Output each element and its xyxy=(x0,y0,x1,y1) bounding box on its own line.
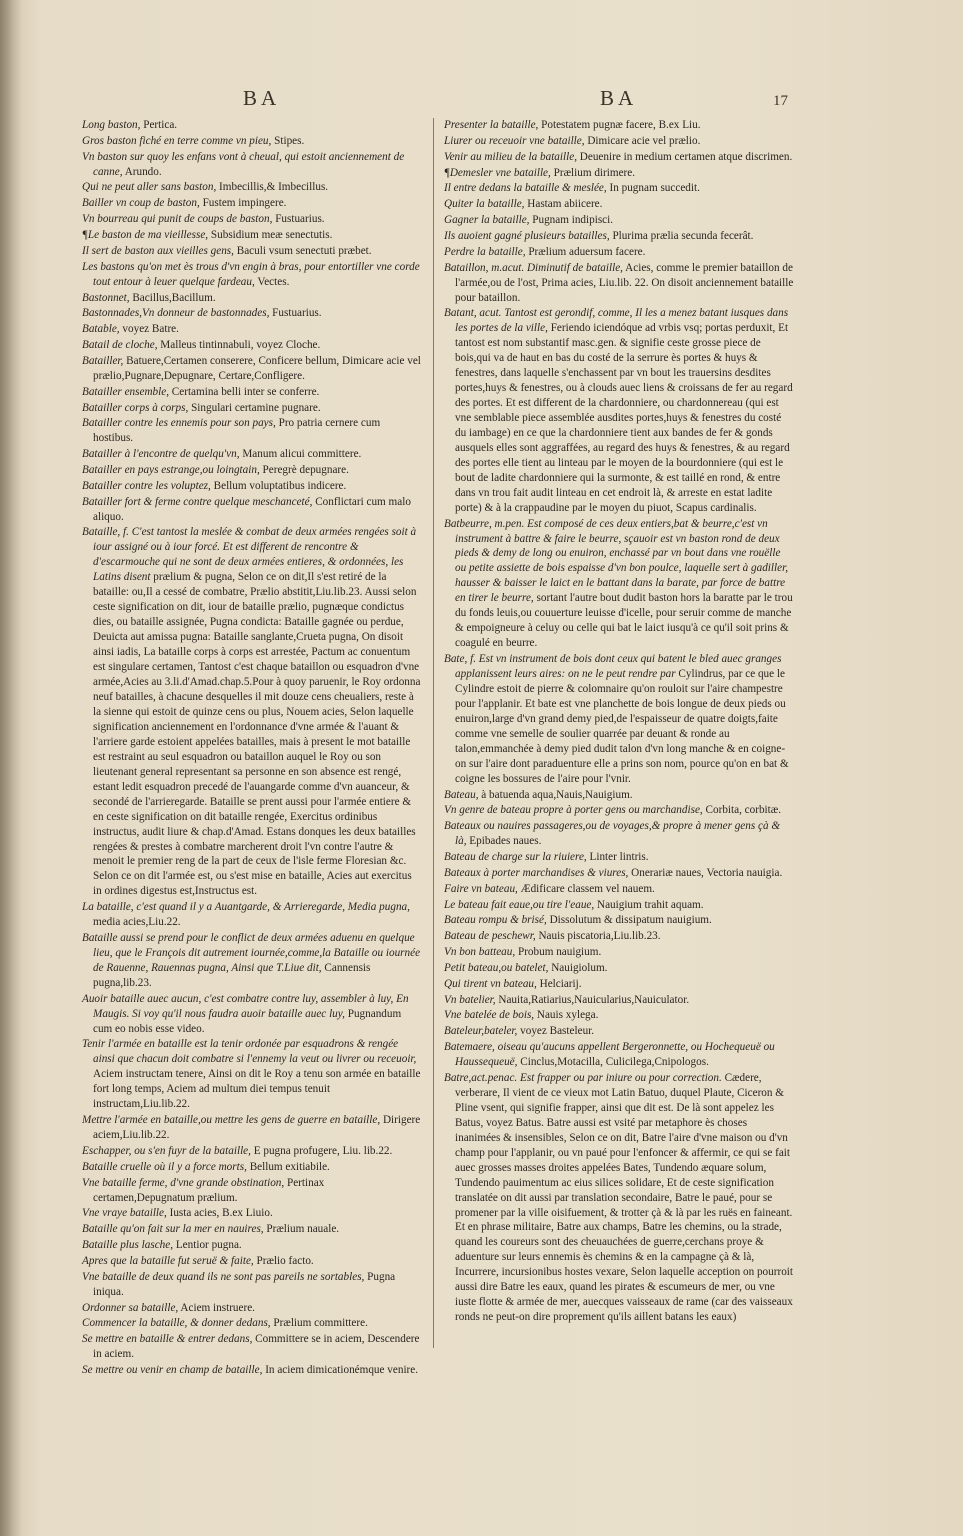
dictionary-entry xyxy=(444,961,794,976)
dictionary-entry xyxy=(444,1071,794,1325)
dictionary-entry xyxy=(82,1270,422,1300)
entry-latin: Dissolutum & dissipatum nauigium. xyxy=(546,914,712,927)
entry-latin: Helciarij. xyxy=(536,977,582,990)
entry-latin: media acies,Liu.22. xyxy=(93,916,181,929)
entry-latin: Pro patria cernere cum hostibus. xyxy=(93,417,381,445)
dictionary-entry xyxy=(82,354,422,384)
entry-latin: Prælio facto. xyxy=(253,1254,314,1267)
entry-latin: Corbita, corbitæ. xyxy=(702,804,782,817)
entry-french: Batailler contre les ennemis pour son pays, xyxy=(82,417,276,430)
entry-french: Il entre dedans la bataille & meslée, xyxy=(444,182,607,195)
dictionary-entry xyxy=(444,652,794,787)
entry-french: Bataille aussi se prend pour le conflict de deux armées aduenu en quelque lieu, que le François dit autrement iournée,comme,la Bataille ou iournée de Rauenne, Rauennas pugna, Ainsi que T.Liue dit, xyxy=(82,932,421,974)
entry-french: Batailler fort & ferme contre quelque meschanceté, xyxy=(82,495,313,508)
entry-latin: Acies, comme le premier bataillon de l'armée,ou de l'ost, Prima acies, Liu.lib. 22. On disoit anciennement bataille pour bataillon. xyxy=(455,261,794,304)
dictionary-entry xyxy=(444,788,794,803)
entry-french: Batailler corps à corps, xyxy=(82,401,189,414)
entry-latin: Lentior pugna. xyxy=(173,1239,242,1252)
entry-latin: Prælium dirimere. xyxy=(550,166,636,179)
entry-latin: Prælium nauale. xyxy=(263,1223,340,1236)
dictionary-entry xyxy=(444,306,794,515)
entry-latin: Cinclus,Motacilla, Culicilega,Cnipologos. xyxy=(517,1056,709,1069)
entry-latin: Nauigium trahit aquam. xyxy=(594,898,704,911)
dictionary-entry xyxy=(444,118,794,133)
entry-french: Bateau rompu & brisé, xyxy=(444,914,547,927)
dictionary-entry xyxy=(444,850,794,865)
entry-latin: Pertica. xyxy=(140,119,178,131)
dictionary-entry xyxy=(82,1222,422,1237)
entry-french: Bastonnet, xyxy=(82,291,130,304)
dictionary-entry xyxy=(82,447,422,462)
entry-french: Petit bateau,ou batelet, xyxy=(444,961,549,974)
entry-french: Batailler à l'encontre de quelqu'vn, xyxy=(82,448,240,461)
dictionary-entry xyxy=(82,525,422,899)
entry-latin: Malleus tintinnabuli, voyez Cloche. xyxy=(157,339,321,352)
entry-french: Presenter la bataille, xyxy=(444,119,539,131)
entry-french: Ils auoient gagné plusieurs batailles, xyxy=(444,229,610,242)
entry-french: ¶Le baston de ma vieillesse, xyxy=(82,229,209,242)
entry-french: Vn baston sur quoy les enfans vont à cheual, qui estoit anciennement de canne, xyxy=(82,150,405,178)
dictionary-entry xyxy=(444,197,794,212)
entry-latin: Singulari certamine pugnare. xyxy=(188,401,321,414)
entry-french: Bataille cruelle où il y a force morts, xyxy=(82,1160,247,1173)
entry-french: Liurer ou receuoir vne bataille, xyxy=(444,134,585,147)
dictionary-entry xyxy=(82,196,422,211)
dictionary-entry xyxy=(444,166,794,181)
entry-latin: Ædificare classem vel nauem. xyxy=(517,882,655,895)
dictionary-entry xyxy=(82,322,422,337)
dictionary-entry xyxy=(82,1316,422,1331)
dictionary-entry xyxy=(444,803,794,818)
entry-french: Faire vn bateau, xyxy=(444,882,518,895)
entry-latin: Bellum voluptatibus indicere. xyxy=(210,479,347,492)
dictionary-entry xyxy=(82,1144,422,1159)
entry-french: Batailler ensemble, xyxy=(82,385,169,398)
dictionary-entry xyxy=(444,1040,794,1070)
dictionary-entry xyxy=(82,900,422,930)
entry-french: Qui tirent vn bateau, xyxy=(444,977,537,990)
dictionary-entry xyxy=(82,416,422,446)
right-column xyxy=(444,118,794,1338)
entry-french: Les bastons qu'on met ès trous d'vn engin à bras, pour entortiller vne corde tout entour à leuer quelque fardeau, xyxy=(82,260,420,288)
entry-french: Bateleur,bateler, xyxy=(444,1025,518,1038)
entry-latin: Dirigere aciem,Liu.lib.22. xyxy=(93,1114,421,1142)
entry-latin: Prælium committere. xyxy=(270,1317,368,1330)
entry-latin: Fustuarius. xyxy=(269,307,322,320)
entry-french: Qui ne peut aller sans baston, xyxy=(82,181,217,194)
entry-latin: Bacillus,Bacillum. xyxy=(129,291,216,304)
entry-french: ¶Demesler vne bataille, xyxy=(444,166,551,179)
dictionary-entry xyxy=(82,1113,422,1143)
entry-french: Gros baston fiché en terre comme vn pieu, xyxy=(82,134,272,147)
dictionary-entry xyxy=(82,1206,422,1221)
entry-french: Eschapper, ou s'en fuyr de la bataille, xyxy=(82,1144,251,1157)
running-head-left: BA xyxy=(243,86,281,110)
binding-gutter-shadow xyxy=(0,0,22,1536)
running-head-right: BA xyxy=(600,86,638,110)
entry-french: Bailler vn coup de baston, xyxy=(82,197,200,210)
dictionary-entry xyxy=(444,134,794,149)
entry-french: Bataillon, m.acut. Diminutif de bataille, xyxy=(444,261,623,274)
entry-latin: Epibades naues. xyxy=(466,835,542,848)
entry-french: Vne bataille de deux quand ils ne sont pas pareils ne sortables, xyxy=(82,1270,365,1283)
entry-french: Perdre la bataille, xyxy=(444,245,526,258)
entry-latin: Batuere,Certamen conserere, Conficere bellum, Dimicare acie vel prælio,Pugnare,Depugnare, Certare,Confligere. xyxy=(93,354,421,382)
entry-french: Bate, f. Est vn instrument de bois dont ceux qui batent le bled auec granges applanissent leurs aires: on ne le peut rendre par xyxy=(444,653,782,680)
entry-french: Bateau de charge sur la riuiere, xyxy=(444,851,587,863)
dictionary-entry xyxy=(82,291,422,306)
dictionary-entry xyxy=(444,929,794,944)
entry-french: Se mettre ou venir en champ de bataille, xyxy=(82,1364,263,1377)
entry-latin: Subsidium meæ senectutis. xyxy=(208,229,333,242)
dictionary-entry xyxy=(444,913,794,928)
entry-french: Batre,act.penac. Est frapper ou par iniure ou pour correction. xyxy=(444,1071,722,1084)
dictionary-entry xyxy=(82,134,422,149)
entry-french: Bastonnades,Vn donneur de bastonnades, xyxy=(82,307,270,320)
entry-latin: Feriendo iciendóque ad vrbis vsq; portas perduxit, Et tantost est nom substantif masc.gen. & signifie ceste grosse piece de bois,qui va de haut en bas du costé de la serrure ès portes & huys & fenestres, dans laquelle s'enchassent par vn bout les trauersins desdites portes,huys & fenestres, ou à clouds auec liens & croissans de fer au regard des portes. Et est different de la chardonniere, ou chardonnereau (qui est vne semblable piece assemblée ausdites portes,huys & fenestres du costé du iambage) en ce que la chardonniere tient aux bandes de fer & gonds ausquels elles sont aggraffées, au regard des huys & fenestres, & au regard des portes elle tient au linteau par le moyen de la bourdonniere (qui est le bout de ladite chardonniere qui la surmonte, & est taillé en rond, & entre dans vn trou fait audit linteau en cet endroit là, & arreste en estat ladite porte) & à la crappaudine par le moyen du piuot, Scapus cardinalis. xyxy=(455,322,793,514)
dictionary-entry xyxy=(82,180,422,195)
entry-french: La bataille, c'est quand il y a Auantgarde, & Arrieregarde, Media pugna, xyxy=(82,901,410,914)
entry-latin: In aciem dimicationémque venire. xyxy=(262,1364,419,1377)
dictionary-entry xyxy=(82,1254,422,1269)
entry-latin: Iusta acies, B.ex Liuio. xyxy=(166,1207,273,1220)
dictionary-entry xyxy=(82,1160,422,1175)
dictionary-entry xyxy=(82,1037,422,1112)
entry-latin: Prælium aduersum facere. xyxy=(525,245,646,258)
dictionary-entry xyxy=(82,244,422,259)
entry-latin: Nauis xylega. xyxy=(534,1009,599,1022)
entry-latin: Aciem instructam tenere, Ainsi on dit le Roy a tenu son armée en bataille fort long temps, Aciem ad multum diei tempus tenuit instructam,Liu.lib.22. xyxy=(93,1068,421,1111)
dictionary-entry xyxy=(444,882,794,897)
entry-french: Vne batelée de bois, xyxy=(444,1009,535,1022)
entry-latin: Fustuarius. xyxy=(272,213,325,226)
entry-french: Le bateau fait eaue,ou tire l'eaue, xyxy=(444,898,595,911)
column-rule xyxy=(433,118,434,1348)
dictionary-entry xyxy=(444,517,794,652)
dictionary-entry xyxy=(82,1301,422,1316)
entry-french: Quiter la bataille, xyxy=(444,198,525,211)
entry-latin: Bellum exitiabile. xyxy=(246,1160,330,1173)
dictionary-entry xyxy=(444,977,794,992)
entry-french: Batailler, xyxy=(82,354,124,367)
entry-french: Bateaux ou nauires passageres,ou de voyages,& propre à mener gens çà & là, xyxy=(444,820,781,848)
dictionary-entry xyxy=(82,228,422,243)
dictionary-entry xyxy=(82,385,422,400)
entry-latin: Baculi vsum senectuti præbet. xyxy=(233,244,372,257)
entry-french: Batable, xyxy=(82,323,120,336)
entry-latin: Potestatem pugnæ facere, B.ex Liu. xyxy=(538,119,701,131)
entry-latin: Stipes. xyxy=(271,134,305,147)
dictionary-entry xyxy=(82,118,422,133)
entry-french: Bataille plus lasche, xyxy=(82,1239,174,1252)
dictionary-entry xyxy=(82,495,422,525)
entry-latin: Pertinax certamen,Depugnatum prælium. xyxy=(93,1176,325,1204)
dictionary-entry xyxy=(82,306,422,321)
entry-latin: Aciem instruere. xyxy=(178,1301,255,1314)
entry-latin: à batuenda aqua,Nauis,Nauigium. xyxy=(478,788,633,801)
entry-french: Vne vraye bataille, xyxy=(82,1207,167,1220)
entry-latin: Nauigiolum. xyxy=(548,961,608,974)
entry-french: Se mettre en bataille & entrer dedans, xyxy=(82,1333,253,1346)
dictionary-entry xyxy=(82,1176,422,1206)
dictionary-entry xyxy=(82,463,422,478)
entry-latin: Pugna iniqua. xyxy=(93,1270,396,1298)
entry-french: Tenir l'armée en bataille est la tenir ordonée par esquadrons & rengée ainsi que chacun doit combatre si l'ennemy la veut ou livrer ou receuoir, xyxy=(82,1038,417,1066)
entry-french: Batbeurre, m.pen. Est composé de ces deux entiers,bat & beurre,c'est vn instrument à battre & faire le beurre, sçauoir est vn baston rond de deux pieds & demy de long ou enuiron, enchassé par vn bout dans vne rouëlle ou petite assiette de bois espaisse d'vn bon poulce, laquelle sert à gadiller, hausser & baisser le laict en le battant dans la barate, par force de battre en tirer le beurre, xyxy=(444,517,788,605)
page-number: 17 xyxy=(773,93,788,109)
entry-latin: Imbecillis,& Imbecillus. xyxy=(216,181,329,194)
dictionary-entry xyxy=(82,479,422,494)
dictionary-entry xyxy=(444,898,794,913)
entry-french: Bateau, xyxy=(444,788,479,801)
entry-latin: E pugna profugere, Liu. lib.22. xyxy=(250,1144,393,1157)
entry-french: Venir au milieu de la bataille, xyxy=(444,150,577,163)
entry-french: Gagner la bataille, xyxy=(444,214,530,227)
entry-latin: Peregrè depugnare. xyxy=(259,464,349,476)
entry-latin: Pugnam indipisci. xyxy=(529,214,614,227)
entry-latin: Arundo. xyxy=(122,165,162,178)
entry-french: Batailler en pays estrange,ou loingtain, xyxy=(82,464,260,476)
dictionary-entry xyxy=(444,1008,794,1023)
dictionary-entry xyxy=(82,992,422,1037)
dictionary-entry xyxy=(444,229,794,244)
dictionary-entry xyxy=(444,993,794,1008)
entry-latin: voyez Basteleur. xyxy=(517,1025,595,1038)
entry-latin: Linter lintris. xyxy=(586,851,649,863)
entry-latin: Nauis piscatoria,Liu.lib.23. xyxy=(535,930,661,943)
entry-latin: Probum nauigium. xyxy=(515,946,602,959)
entry-latin: Dimicare acie vel prælio. xyxy=(584,134,701,147)
entry-french: Bateaux à porter marchandises & viures, xyxy=(444,866,629,879)
dictionary-entry xyxy=(444,1024,794,1039)
entry-latin: sortant l'autre bout dudit baston hors la baratte par le trou du fonds leuis,ou couuerture leuisse d'icelle, pour seruir comme de manche & empoigneure à celuy ou celle qui bat le laict iusqu'à ce qu'il soit prins & coagulé en beurre. xyxy=(455,592,793,650)
dictionary-entry xyxy=(82,338,422,353)
dictionary-entry xyxy=(444,261,794,306)
entry-latin: Conflictari cum malo aliquo. xyxy=(93,495,411,523)
dictionary-entry xyxy=(82,931,422,991)
dictionary-entry xyxy=(444,213,794,228)
dictionary-entry xyxy=(444,150,794,165)
dictionary-entry xyxy=(444,181,794,196)
entry-french: Ordonner sa bataille, xyxy=(82,1301,179,1314)
entry-latin: prælium & pugna, Selon ce on dit,Il s'est retiré de la bataille: ou,Il a cessé de combatre, Prælio abstitit,Liu.lib.23. Aussi selon ceste signification on dit, iour de bataille prælio, pugnæque condictus dies, ou bataille assignée, Pugna condicta: Bataille gagnée ou perdue, Deuicta aut amissa pugna: Bataille sanglante,Crueta pugna, On disoit ainsi iadis, La bataille corps à corps est arrestée, Pactum ac conuentum est singulare certamen, Tantost c'est chaque bataillon ou esquadron d'vne armée,Acies au 3.li.d'Amad.chap.5.Pour à quoy paruenir, le Roy ordonna neuf batailles, à chacune desquelles il mit douze cens cheualiers, reste à la sienne qui estoit de quinze cens ou plus, Nouem acies, Selon laquelle signification anciennement en l'ordonnance d'vne armée & l'auant & l'arriere garde estoient appelées batailles, mais à present le mot bataille est restraint au seul esquadron ou bataillon auquel le Roy ou son lieutenant general representant sa personne en son absence est rengé, estant ledit esquadron precedé de l'auangarde comme d'vn auanceur, & secondé de l'arrieregarde. Bataille se prent aussi pour l'armée entiere & en ceste signification on dit bataille rengée, Exercitus ordinibus instructus, audit liure & chap.d'Amad. Estans donques les deux batailles rengées & prestes à combatre marcherent droit l'vn contre l'autre & menoit le premier reng de la part de ceux de l'isle ferme Floresian &c. Selon ce on dit l'armée est, ou s'est mise en bataille, Acies aut exercitus in ordines digestus est,Instructus est. xyxy=(93,571,421,898)
dictionary-entry xyxy=(82,260,422,290)
dictionary-entry xyxy=(82,1363,422,1378)
entry-french: Il sert de baston aux vieilles gens, xyxy=(82,244,234,257)
entry-french: Vn bourreau qui punit de coups de baston, xyxy=(82,213,273,226)
entry-french: Commencer la bataille, & donner dedans, xyxy=(82,1317,271,1330)
dictionary-entry xyxy=(444,245,794,260)
entry-latin: Cannensis pugna,lib.23. xyxy=(93,961,371,989)
dictionary-entry xyxy=(82,401,422,416)
left-column xyxy=(82,118,422,1377)
entry-latin: voyez Batre. xyxy=(119,323,179,336)
entry-latin: Fustem impingere. xyxy=(199,197,287,210)
entry-french: Bateau de peschewr, xyxy=(444,930,536,943)
dictionary-entry xyxy=(82,150,422,180)
dictionary-entry xyxy=(444,866,794,881)
entry-french: Auoir bataille auec aucun, c'est combatre contre luy, assembler à luy, En Maugis. Si voy qu'il nous faudra auoir bataille auec luy, xyxy=(82,992,409,1020)
entry-latin: Cædere, verberare, Il vient de ce vieux mot Latin Batuo, duquel Plaute, Ciceron & Pline vsent, qui signifie frapper, ainsi que dit est. De là sont appelez les Batus, voyez Batus. Batre aussi est vsité par metaphore ès choses inanimées & insensibles, Selon ce on dit, Batre l'aire d'vne maison ou d'vn champ pour l'applanir, ou vn paué pour l'enfoncer & affermir, ce qui se fait auec grosses masses droites appelées Bates, Tundendo æquare solum, Tundendo pauimentum ac eius silices solidare, Et de ceste signification translatée on dit aussi par translation secondaire, Batre le paué, pour se promener par la ville oisifuement, & trotter çà & là par les ruës en faineant. Et en phrase militaire, Batre aux champs, Batre les chemins, ou la strade, quand les coureurs sont des cheuauchées de guerre,cerchans proye & aduenture sur leurs ennemis ès chemins & en la campagne çà & là, Incurrere, incursionibus hostes vexare, Selon laquelle acception on pourroit aussi dire Batre les eaux, quand les pirates & escumeurs de mer, ou vne iuste flotte & armée de mer, auecques vaisseaux de rame (car des vaisseaux ronds ne peut-on dire proprement qu'ils aillent batans les eaux) xyxy=(455,1071,794,1324)
entry-latin: Deuenire in medium certamen atque discrimen. xyxy=(577,150,793,163)
entry-french: Batemaere, oiseau qu'aucuns appellent Bergeronnette, ou Hochequeuë ou Haussequeuë, xyxy=(444,1041,775,1069)
dictionary-entry xyxy=(444,819,794,849)
entry-latin: Pugnandum cum eo nobis esse video. xyxy=(93,1007,402,1035)
entry-french: Vn batelier, xyxy=(444,993,496,1006)
entry-french: Batant, acut. Tantost est gerondif, comme, Il les a menez batant iusques dans les portes de la ville, xyxy=(444,307,789,335)
dictionary-entry xyxy=(444,945,794,960)
entry-latin: In pugnam succedit. xyxy=(606,182,700,195)
entry-french: Long baston, xyxy=(82,119,141,131)
entry-latin: Plurima prælia secunda fecerât. xyxy=(609,229,754,242)
entry-french: Mettre l'armée en bataille,ou mettre les gens de guerre en bataille, xyxy=(82,1114,381,1127)
entry-french: Apres que la bataille fut seruë & faite, xyxy=(82,1254,254,1267)
entry-french: Batail de cloche, xyxy=(82,339,158,352)
entry-french: Vn bon batteau, xyxy=(444,946,516,959)
entry-latin: Vectes. xyxy=(254,275,290,288)
entry-latin: Committere se in aciem, Descendere in aciem. xyxy=(93,1333,420,1361)
entry-latin: Nauita,Ratiarius,Nauicularius,Nauiculator. xyxy=(495,993,690,1006)
entry-french: Batailler contre les voluptez, xyxy=(82,479,211,492)
entry-latin: Hastam abiicere. xyxy=(524,198,603,211)
entry-french: Bataille qu'on fait sur la mer en nauires, xyxy=(82,1223,264,1236)
entry-french: Bataille, f. C'est tantost la meslée & combat de deux armées rengées soit à iour assigné ou à iour forcé. Et est different de rencontre & d'escarmouche qui ne sont de deux armées entieres, & ordonnées, les Latins disent xyxy=(82,526,417,584)
entry-french: Vn genre de bateau propre à porter gens ou marchandise, xyxy=(444,804,703,817)
entry-latin: Manum alicui committere. xyxy=(239,448,362,461)
dictionary-entry xyxy=(82,1238,422,1253)
dictionary-entry xyxy=(82,212,422,227)
entry-latin: Cylindrus, par ce que le Cylindre estoit de pierre & colomnaire qu'on rouloit sur l'aire champestre pour l'applanir. Et bate est vne planchette de bois longue de deux pieds ou enuiron,large d'vn grand demy pied,de l'espaisseur de quatre doigts,faite comme vne semelle de soulier quarrée par deuant & ronde au talon,emmanchée à demy pied dudit talon d'vn long manche & en coigne-on sur l'aire dont paraduenture elle a prins son nom, pource qu'on en bat & coigne les bossures de l'aire pour l'vnir. xyxy=(455,668,789,785)
entry-latin: Onerariæ naues, Vectoria nauigia. xyxy=(628,866,783,879)
entry-latin: Certamina belli inter se conferre. xyxy=(169,385,320,398)
dictionary-entry xyxy=(82,1332,422,1362)
entry-french: Vne bataille ferme, d'vne grande obstination, xyxy=(82,1176,285,1189)
